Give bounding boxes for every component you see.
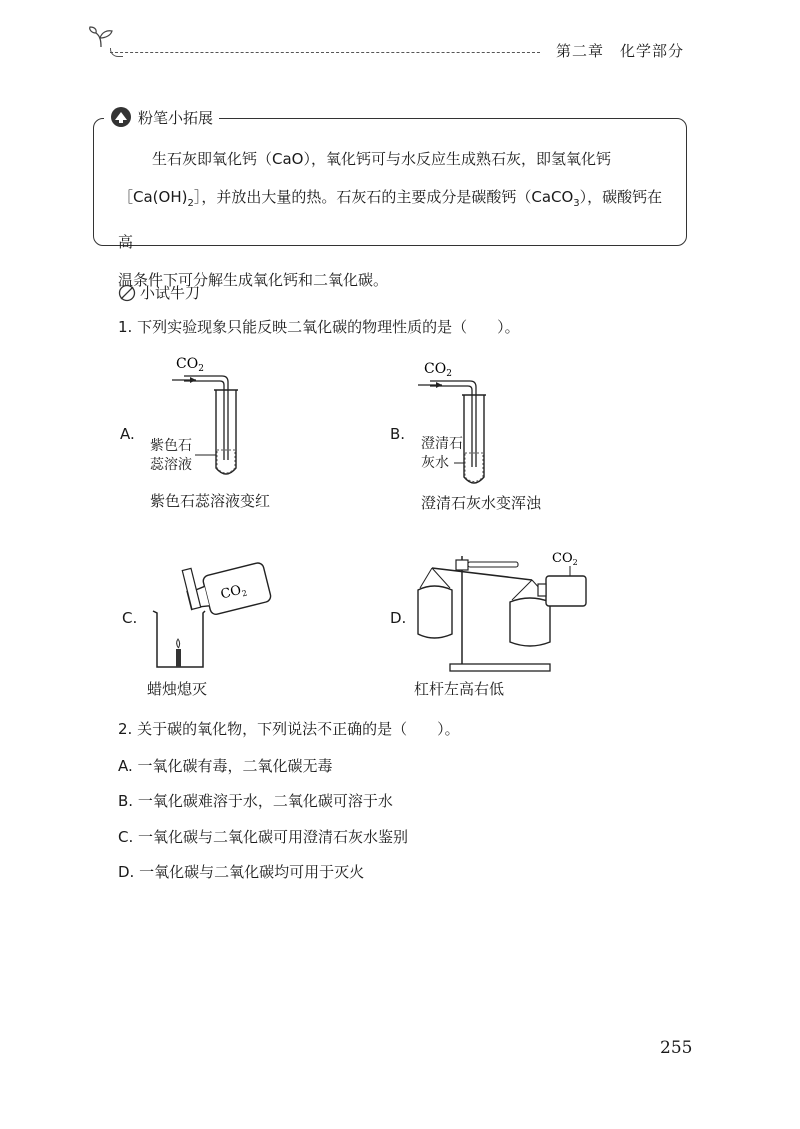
option-c-letter: C. <box>122 609 138 627</box>
extension-title <box>104 106 219 128</box>
section-title: 小试牛刀 <box>140 284 201 302</box>
right-bag <box>510 598 550 646</box>
extension-text <box>118 140 668 299</box>
option-b-letter: B. <box>390 425 406 443</box>
co2-bottle <box>546 576 586 606</box>
extension-line-3: 温条件下可分解生成氧化钙和二氧化碳。 <box>118 271 389 289</box>
question-2-option-c: C. 一氧化碳与二氧化碳可用澄清石灰水鉴别 <box>118 828 409 846</box>
option-c-caption: 蜡烛熄灭 <box>147 680 208 698</box>
extension-line-2: $[Ca(OH)_2]$，并放出大量的热。石灰石的主要成分是碳酸钙（CaCO$_3$），碳酸钙在高 <box>118 188 663 251</box>
option-a-caption: 紫色石蕊溶液变红 <box>150 492 271 510</box>
flame <box>177 639 180 648</box>
option-d-letter: D. <box>390 609 407 627</box>
co2-bottle <box>185 562 272 620</box>
lever <box>432 568 532 580</box>
clamp <box>456 560 468 570</box>
question-2-stem: 2. 关于碳的氧化物，下列说法不正确的是（ ）。 <box>118 720 460 738</box>
co2-label: $CO_2$ <box>176 356 204 374</box>
chapter-title: 第二章 化学部分 <box>556 42 685 60</box>
left-bag <box>418 586 452 638</box>
question-2-option-d: D. 一氧化碳与二氧化碳均可用于灭火 <box>118 863 365 881</box>
stand-base <box>450 664 550 671</box>
chalk-badge-icon <box>110 106 132 128</box>
candle <box>176 649 181 667</box>
sprout-icon <box>88 26 114 48</box>
option-a-label: 紫色石 蕊溶液 <box>150 438 192 473</box>
question-1-stem: 1. 下列实验现象只能反映二氧化碳的物理性质的是（ ）。 <box>118 318 520 336</box>
page-number: 255 <box>660 1038 693 1058</box>
pencil-circle-icon <box>118 284 136 302</box>
extension-title-text: 粉笔小拓展 <box>138 108 214 127</box>
extension-line-1: 生石灰即氧化钙（CaO），氧化钙可与水反应生成熟石灰，即氢氧化钙 <box>152 150 611 168</box>
option-a-letter: A. <box>120 425 135 443</box>
svg-text:CO2: $CO_2$ <box>219 582 249 603</box>
co2-label: $CO_2$ <box>552 551 578 567</box>
option-b-diagram <box>410 355 530 495</box>
question-2-option-a: A. 一氧化碳有毒，二氧化碳无毒 <box>118 757 333 775</box>
section-heading <box>118 282 200 303</box>
option-b-label: 澄清石 灰水 <box>421 436 463 471</box>
header-rule <box>110 52 540 53</box>
option-b-caption: 澄清石灰水变浑浊 <box>421 494 542 512</box>
test-tube <box>216 390 236 474</box>
option-d-caption: 杠杆左高右低 <box>414 680 505 698</box>
option-c-diagram <box>145 555 275 675</box>
test-tube <box>464 395 484 483</box>
co2-label: $CO_2$ <box>424 361 452 379</box>
question-2-option-b: B. 一氧化碳难溶于水，二氧化碳可溶于水 <box>118 792 393 810</box>
option-d-diagram <box>412 538 592 678</box>
